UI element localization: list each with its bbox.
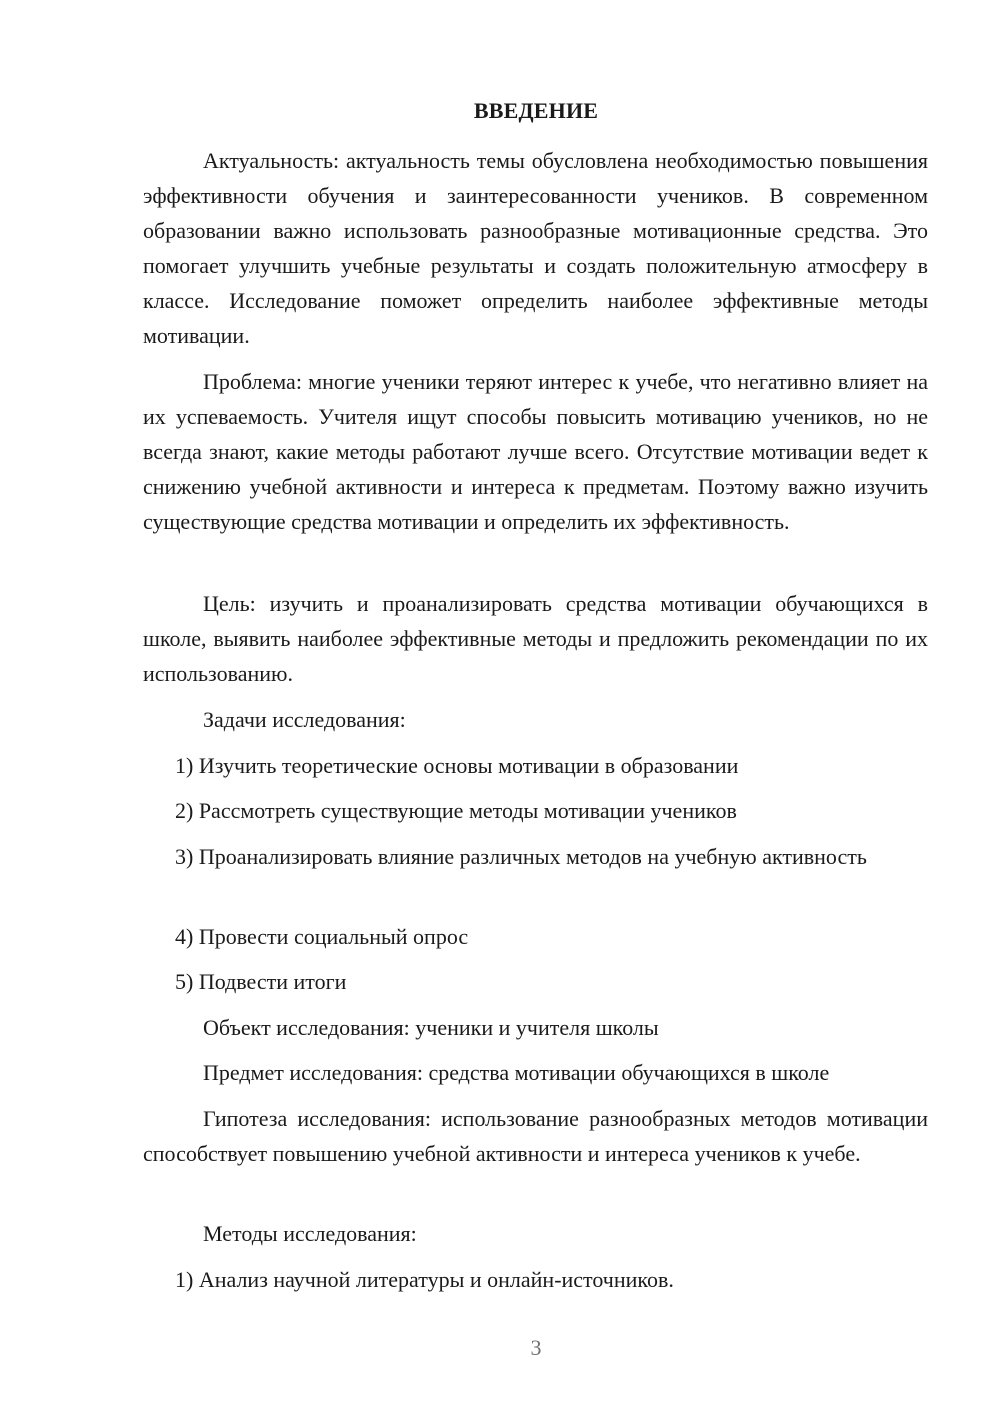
tasks-heading: Задачи исследования: <box>203 707 406 732</box>
method-item-1: 1) Анализ научной литературы и онлайн-источников. <box>175 1267 674 1292</box>
paragraph-relevance: Актуальность: актуальность темы обусловлена необходимостью повышения эффективности обучения и заинтересованности учеников. В современном образовании важно использовать разнообразные мотивационные средства. Это помогает улучшить учебные результаты и создать положительную атмосферу в классе. Исследование поможет определить наиболее эффективные методы мотивации. <box>143 148 928 348</box>
task-item-4: 4) Провести социальный опрос <box>175 924 469 949</box>
task-item-1: 1) Изучить теоретические основы мотивации в образовании <box>175 753 739 778</box>
page-title: ВВЕДЕНИЕ <box>473 98 599 123</box>
task-item-3: 3) Проанализировать влияние различных методов на учебную активность <box>175 844 867 869</box>
task-item-2: 2) Рассмотреть существующие методы мотивации учеников <box>175 798 737 823</box>
task-item-5: 5) Подвести итоги <box>175 969 347 994</box>
page-number: 3 <box>530 1335 542 1360</box>
methods-heading: Методы исследования: <box>203 1221 417 1246</box>
paragraph-subject: Предмет исследования: средства мотивации обучающихся в школе <box>203 1060 830 1085</box>
paragraph-problem: Проблема: многие ученики теряют интерес к учебе, что негативно влияет на их успеваемость. Учителя ищут способы повысить мотивацию учеников, но не всегда знают, какие методы работают лучше всего. Отсутствие мотивации ведет к снижению учебной активности и интереса к предметам. Поэтому важно изучить существующие средства мотивации и определить их эффективность. <box>143 369 928 534</box>
paragraph-goal: Цель: изучить и проанализировать средства мотивации обучающихся в школе, выявить наиболее эффективные методы и предложить рекомендации по их использованию. <box>143 591 928 686</box>
paragraph-hypothesis: Гипотеза исследования: использование разнообразных методов мотивации способствует повышению учебной активности и интереса учеников к учебе. <box>143 1106 928 1166</box>
paragraph-object: Объект исследования: ученики и учителя школы <box>203 1015 659 1040</box>
